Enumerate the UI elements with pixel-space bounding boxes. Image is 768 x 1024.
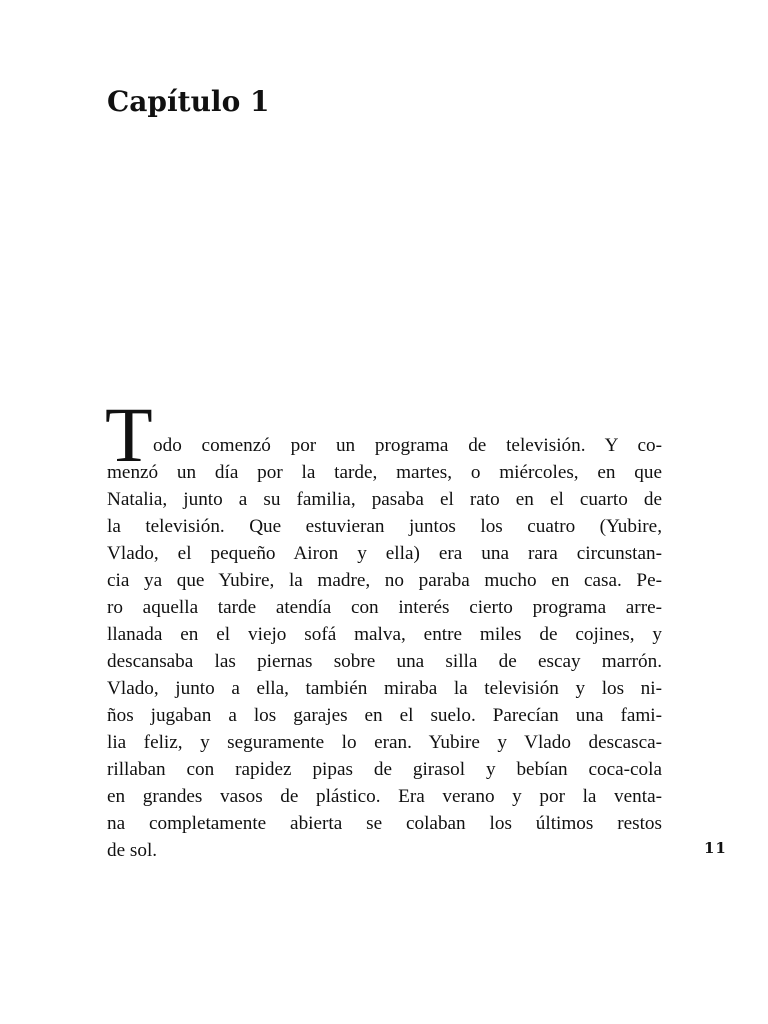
page-number: 11 <box>704 839 727 857</box>
text-line: llanada en el viejo sofá malva, entre miles de cojines, y <box>107 624 662 645</box>
text-line: en grandes vasos de plástico. Era verano y por la venta- <box>107 786 662 807</box>
text-line: descansaba las piernas sobre una silla de escay marrón. <box>107 651 662 672</box>
drop-cap: T <box>105 391 153 478</box>
text-line: Natalia, junto a su familia, pasaba el rato en el cuarto de <box>107 489 662 510</box>
text-line: cia ya que Yubire, la madre, no paraba mucho en casa. Pe- <box>107 570 662 591</box>
text-line: la televisión. Que estuvieran juntos los cuatro (Yubire, <box>107 516 662 537</box>
text-line: menzó un día por la tarde, martes, o miércoles, en que <box>107 462 662 483</box>
text-line-last: de sol. <box>107 840 158 861</box>
body-paragraph <box>105 391 662 864</box>
text-line: rillaban con rapidez pipas de girasol y bebían coca-cola <box>107 759 662 780</box>
text-line: na completamente abierta se colaban los últimos restos <box>107 813 662 834</box>
text-line: Vlado, el pequeño Airon y ella) era una rara circunstan- <box>107 543 662 564</box>
first-line-text: odo comenzó por un programa de televisión. Y co- <box>153 435 662 456</box>
text-line: lia feliz, y seguramente lo eran. Yubire y Vlado descasca- <box>107 732 662 753</box>
text-line: Vlado, junto a ella, también miraba la televisión y los ni- <box>107 678 662 699</box>
chapter-title: Capítulo 1 <box>107 85 270 118</box>
text-line: ños jugaban a los garajes en el suelo. Parecían una fami- <box>107 705 662 726</box>
text-line: ro aquella tarde atendía con interés cierto programa arre- <box>107 597 662 618</box>
